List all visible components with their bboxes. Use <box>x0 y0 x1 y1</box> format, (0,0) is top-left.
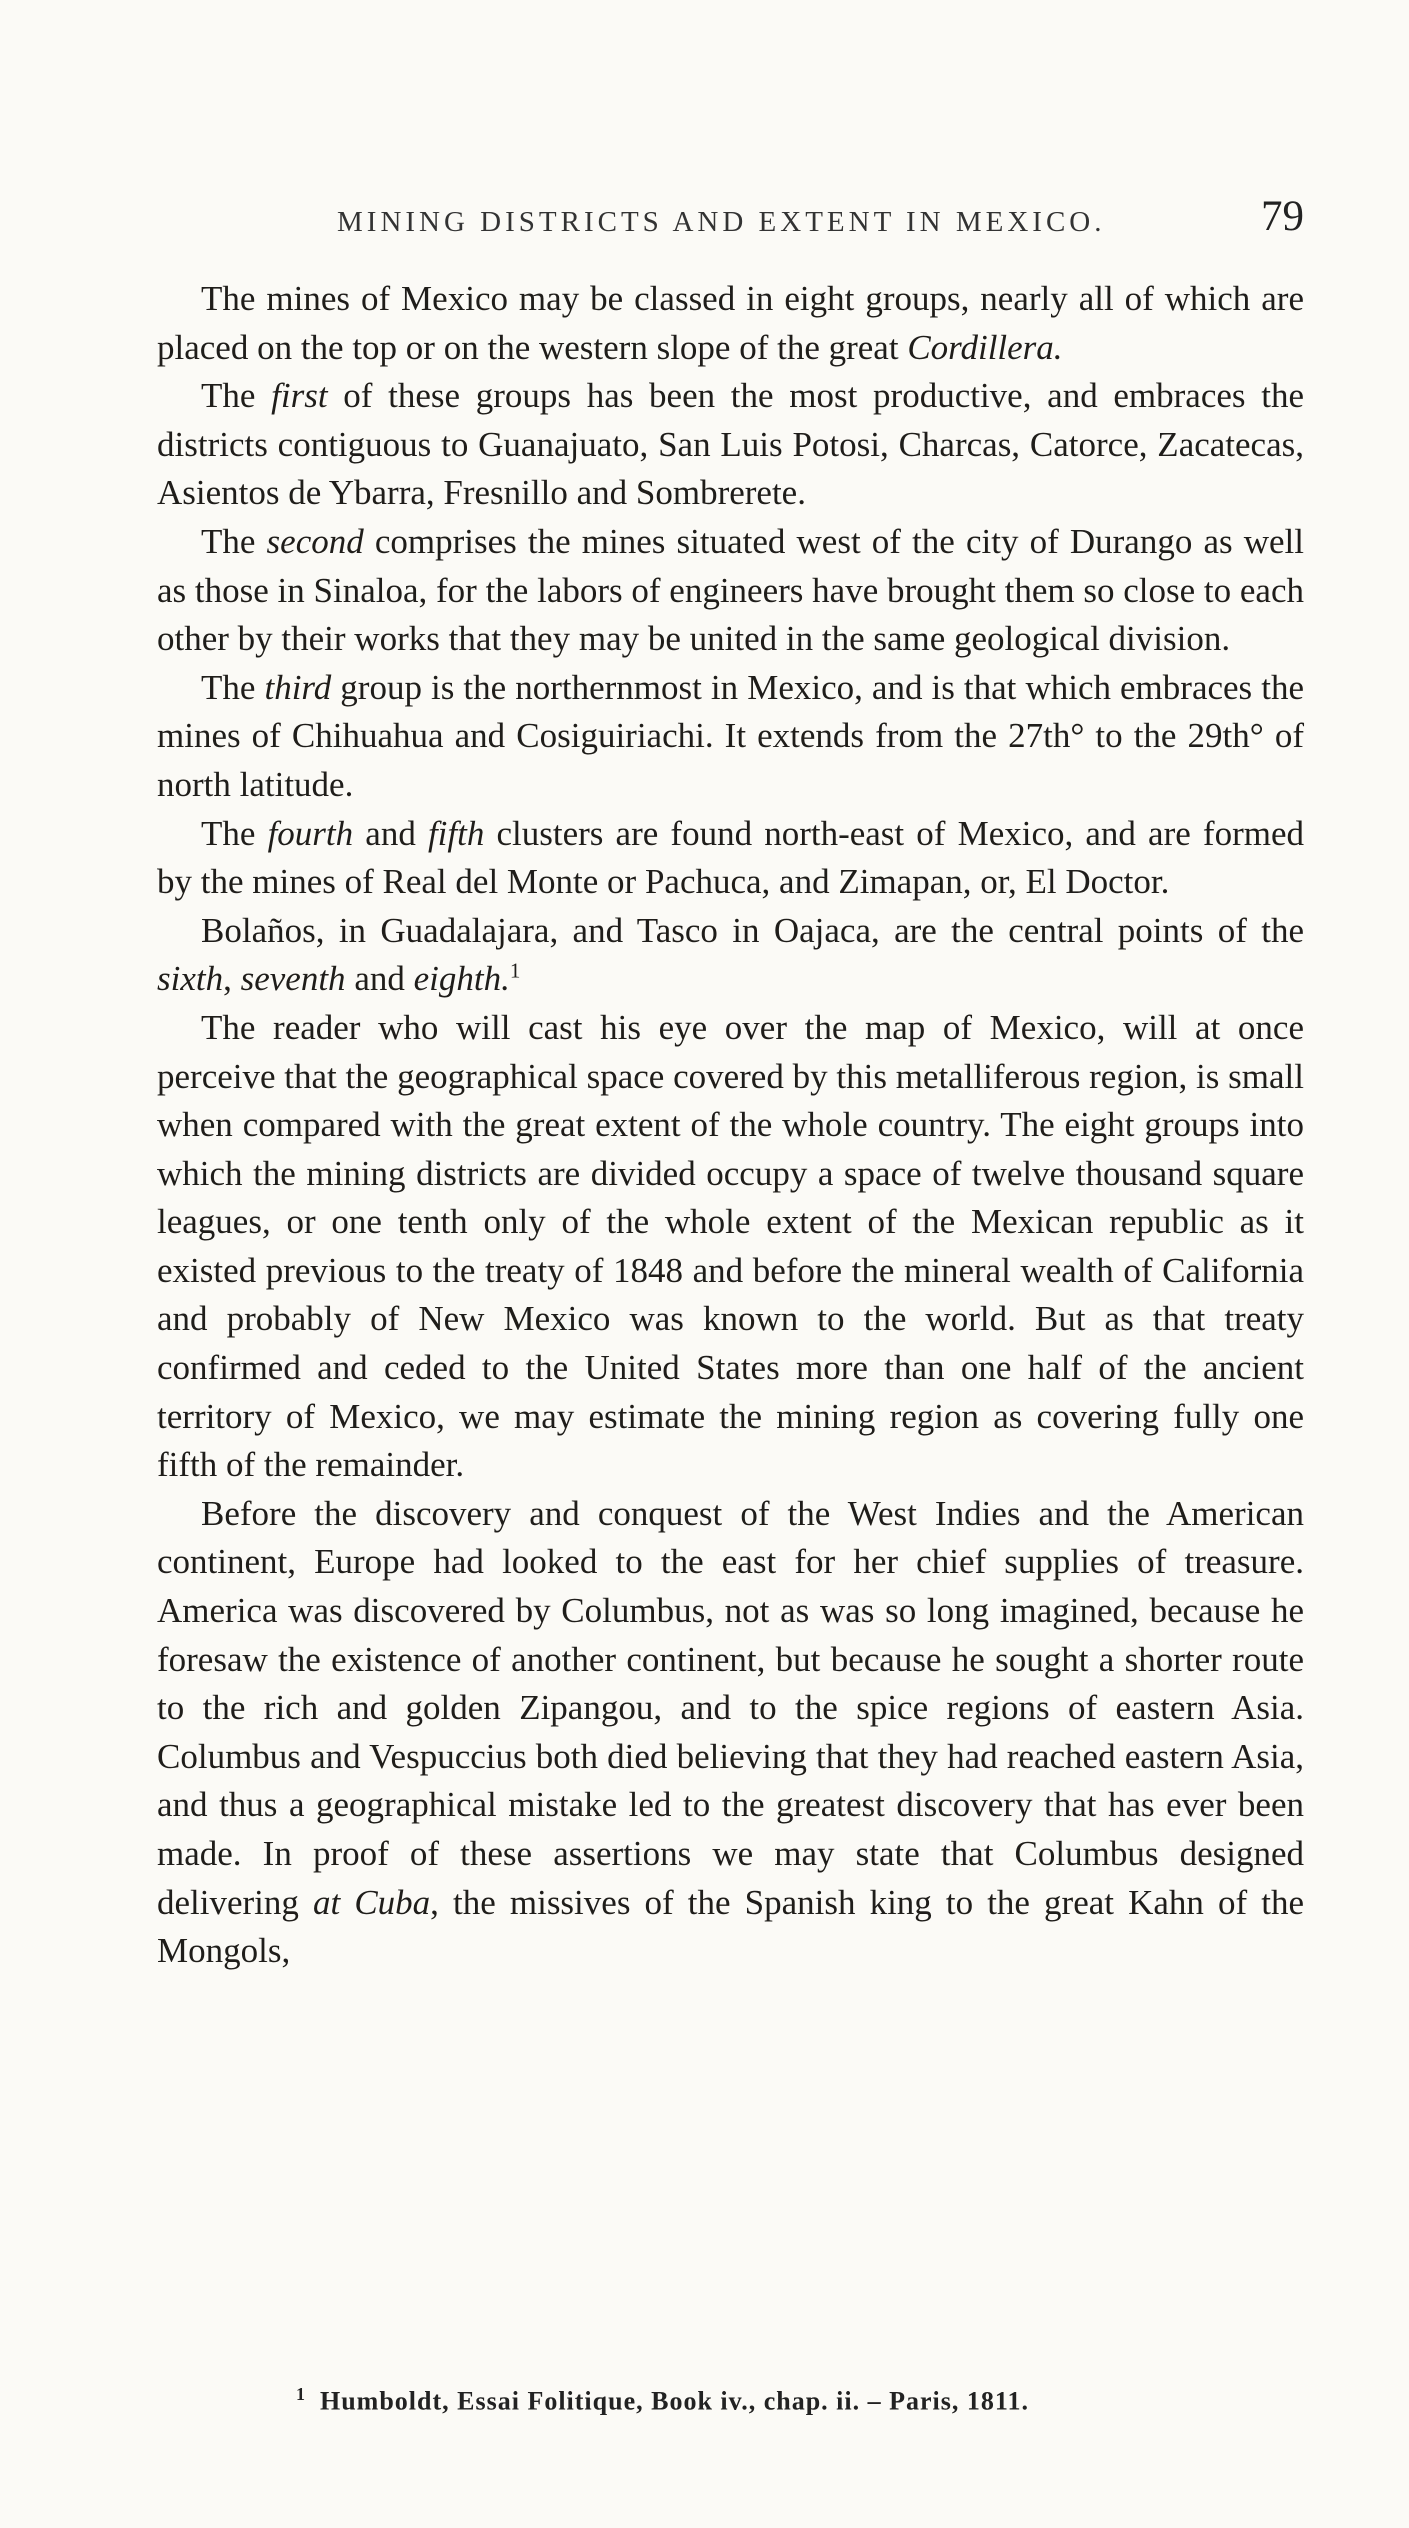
footnote-text: Humboldt, Essai Folitique, Book iv., chap. ii. – Paris, 1811. <box>320 2386 1029 2416</box>
paragraph-1: The mines of Mexico may be classed in eight groups, nearly all of which are placed on the top or on the western slope of the great Cordillera. <box>157 279 1304 367</box>
paragraph-5: The fourth and fifth clusters are found north-east of Mexico, and are formed by the mines of Real del Monte or Pachuca, and Zimapan, or, El Doctor. <box>157 813 1304 902</box>
footnote-reference: 1 <box>509 958 521 983</box>
paragraph-4: The third group is the northernmost in Mexico, and is that which embraces the mines of Chihuahua and Cosiguiriachi. It extends from the 27th° to the 29th° of north latitude. <box>157 667 1304 804</box>
body-text <box>157 275 1304 1976</box>
footnote <box>296 2384 1196 2417</box>
paragraph-6: Bolaños, in Guadalajara, and Tasco in Oajaca, are the central points of the sixth, seventh and eighth.$^1$ <box>157 910 1304 999</box>
paragraph-3: The second comprises the mines situated west of the city of Durango as well as those in Sinaloa, for the labors of engineers have brought them so close to each other by their works that they may be united in the same geological division. <box>157 521 1304 659</box>
footnote-marker: 1 <box>296 2384 306 2404</box>
page-number: 79 <box>1261 193 1304 240</box>
paragraph-2: The first of these groups has been the most productive, and embraces the districts contiguous to Guanajuato, San Luis Potosi, Charcas, Catorce, Zacatecas, Asientos de Ybarra, Fresnillo and Sombrerete. <box>157 376 1304 513</box>
paragraph-7: The reader who will cast his eye over the map of Mexico, will at once perceive that the geographical space covered by this metalliferous region, is small when compared with the great extent of the whole country. The eight groups into which the mining districts are divided occupy a space of twelve thousand square leagues, or one tenth only of the whole extent of the Mexican republic as it existed previous to the treaty of 1848 and before the mineral wealth of California and probably of New Mexico was known to the world. But as that treaty confirmed and ceded to the United States more than one half of the ancient territory of Mexico, we may estimate the mining region as covering fully one fifth of the remainder. <box>157 1007 1304 1485</box>
page-header <box>157 192 1304 246</box>
running-head: MINING DISTRICTS AND EXTENT IN MEXICO. <box>337 206 1106 238</box>
paragraph-8: Before the discovery and conquest of the West Indies and the American continent, Europe had looked to the east for her chief supplies of treasure. America was discovered by Columbus, not as was so long imagined, because he foresaw the existence of another continent, but because he sought a shorter route to the rich and golden Zipangou, and to the spice regions of eastern Asia. Columbus and Vespuccius both died believing that they had reached eastern Asia, and thus a geographical mistake led to the greatest discovery that has ever been made. In proof of these assertions we may state that Columbus designed delivering at Cuba, the missives of the Spanish king to the great Kahn of the Mongols, <box>157 1493 1305 1971</box>
